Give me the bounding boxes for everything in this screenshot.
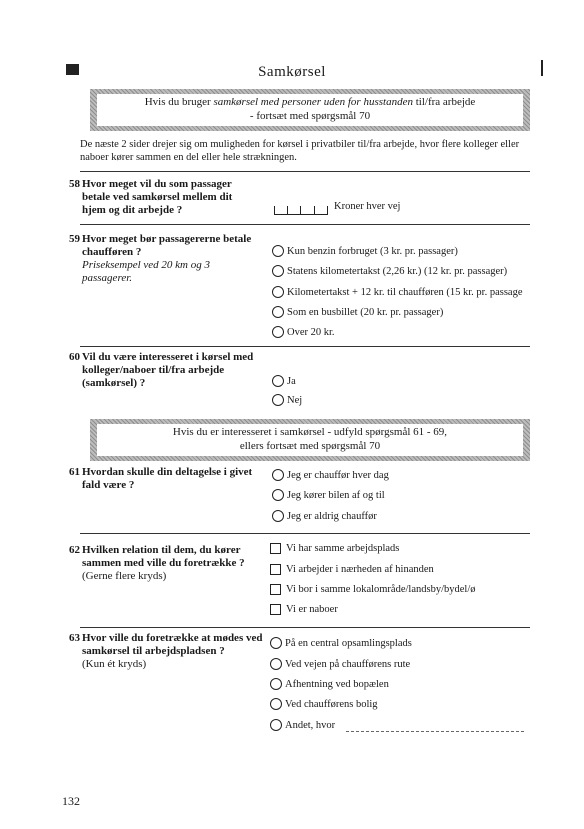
q63-option-4[interactable]: Ved chaufførens bolig	[270, 698, 378, 710]
radio-circle-icon[interactable]	[272, 510, 284, 522]
q62-option-1[interactable]: Vi har samme arbejdsplads	[270, 543, 399, 554]
divider	[80, 224, 530, 225]
radio-circle-icon[interactable]	[272, 306, 284, 318]
q62-option-4[interactable]: Vi er naboer	[270, 604, 338, 615]
q58-unit-label: Kroner hver vej	[334, 201, 401, 212]
banner1-line1: Hvis du bruger samkørsel med personer uden for husstanden til/fra arbejde	[144, 96, 476, 108]
radio-circle-icon[interactable]	[272, 245, 284, 257]
q59-text: Hvor meget bør passagererne betale chaufføren ?	[82, 233, 252, 258]
checkbox-icon[interactable]	[270, 584, 281, 595]
divider	[80, 171, 530, 172]
q59-option-1[interactable]: Kun benzin forbruget (3 kr. pr. passager)	[272, 245, 458, 257]
q62-hint: (Gerne flere kryds)	[82, 570, 167, 582]
banner2-line1: Hvis du er interesseret i samkørsel - udfyld spørgsmål 61 - 69,	[172, 426, 448, 438]
divider	[80, 627, 530, 628]
q59-option-5[interactable]: Over 20 kr.	[272, 326, 335, 338]
banner1-line2: - fortsæt med spørgsmål 70	[249, 110, 371, 122]
intro-text: De næste 2 sider drejer sig om muligheden for kørsel i privatbiler til/fra arbejde, hvor flere kolleger eller naboer kører sammen en del eller hele strækningen.	[80, 139, 520, 163]
q61-text: Hvordan skulle din deltagelse i givet fald være ?	[82, 466, 253, 491]
radio-circle-icon[interactable]	[270, 658, 282, 670]
q61-option-3[interactable]: Jeg er aldrig chauffør	[272, 510, 377, 522]
q63-number: 63	[69, 632, 80, 644]
q62-text: Hvilken relation til dem, du kører sammen med ville du foretrække ?	[82, 544, 245, 569]
q58-text: Hvor meget vil du som passager betale ved samkørsel mellem dit hjem og dit arbejde ?	[82, 178, 233, 216]
q63-text: Hvor ville du foretrække at mødes ved samkørsel til arbejdspladsen ?	[82, 632, 263, 657]
q59-number: 59	[69, 233, 80, 245]
radio-circle-icon[interactable]	[270, 719, 282, 731]
page-title: Samkørsel	[258, 64, 326, 80]
radio-circle-icon[interactable]	[272, 326, 284, 338]
divider	[80, 533, 530, 534]
radio-circle-icon[interactable]	[270, 678, 282, 690]
page-number: 132	[62, 794, 80, 808]
checkbox-icon[interactable]	[270, 604, 281, 615]
q63-option-1[interactable]: På en central opsamlingsplads	[270, 637, 412, 649]
radio-circle-icon[interactable]	[272, 489, 284, 501]
q61-option-1[interactable]: Jeg er chauffør hver dag	[272, 469, 389, 481]
q61-number: 61	[69, 466, 80, 478]
q63-option-5[interactable]: Andet, hvor	[270, 719, 335, 731]
q60-option-nej[interactable]: Nej	[272, 394, 302, 406]
q62-number: 62	[69, 544, 80, 556]
q58-number: 58	[69, 178, 80, 190]
checkbox-icon[interactable]	[270, 564, 281, 575]
q59-option-3[interactable]: Kilometertakst + 12 kr. til chaufføren (15 kr. pr. passage	[272, 286, 523, 298]
q59-option-2[interactable]: Statens kilometertakst (2,26 kr.) (12 kr. pr. passager)	[272, 265, 507, 277]
q60-option-ja[interactable]: Ja	[272, 375, 296, 387]
q62-option-3[interactable]: Vi bor i samme lokalområde/landsby/bydel/ø	[270, 584, 476, 595]
q63-other-write-in-line[interactable]	[346, 731, 524, 732]
q58-amount-field[interactable]	[274, 204, 328, 215]
radio-circle-icon[interactable]	[270, 698, 282, 710]
q63-option-3[interactable]: Afhentning ved bopælen	[270, 678, 389, 690]
q59-example: Priseksempel ved 20 km og 3 passagerer.	[82, 259, 210, 284]
radio-circle-icon[interactable]	[272, 375, 284, 387]
radio-circle-icon[interactable]	[272, 469, 284, 481]
radio-circle-icon[interactable]	[270, 637, 282, 649]
banner-interested	[90, 419, 530, 461]
q59-option-4[interactable]: Som en busbillet (20 kr. pr. passager)	[272, 306, 443, 318]
q62-question	[82, 544, 266, 583]
banner2-line2: ellers fortsæt med spørgsmål 70	[239, 440, 381, 452]
q63-question	[82, 632, 266, 671]
radio-circle-icon[interactable]	[272, 265, 284, 277]
q63-option-2[interactable]: Ved vejen på chaufførens rute	[270, 658, 410, 670]
radio-circle-icon[interactable]	[272, 286, 284, 298]
q59-question	[82, 233, 252, 285]
q60-text: Vil du være interesseret i kørsel med kolleger/naboer til/fra arbejde (samkørsel) ?	[82, 351, 254, 389]
banner-skip-70	[90, 89, 530, 131]
checkbox-icon[interactable]	[270, 543, 281, 554]
divider	[80, 346, 530, 347]
q62-option-2[interactable]: Vi arbejder i nærheden af hinanden	[270, 564, 434, 575]
radio-circle-icon[interactable]	[272, 394, 284, 406]
q60-number: 60	[69, 351, 80, 363]
q61-option-2[interactable]: Jeg kører bilen af og til	[272, 489, 385, 501]
q63-hint: (Kun ét kryds)	[82, 658, 147, 670]
